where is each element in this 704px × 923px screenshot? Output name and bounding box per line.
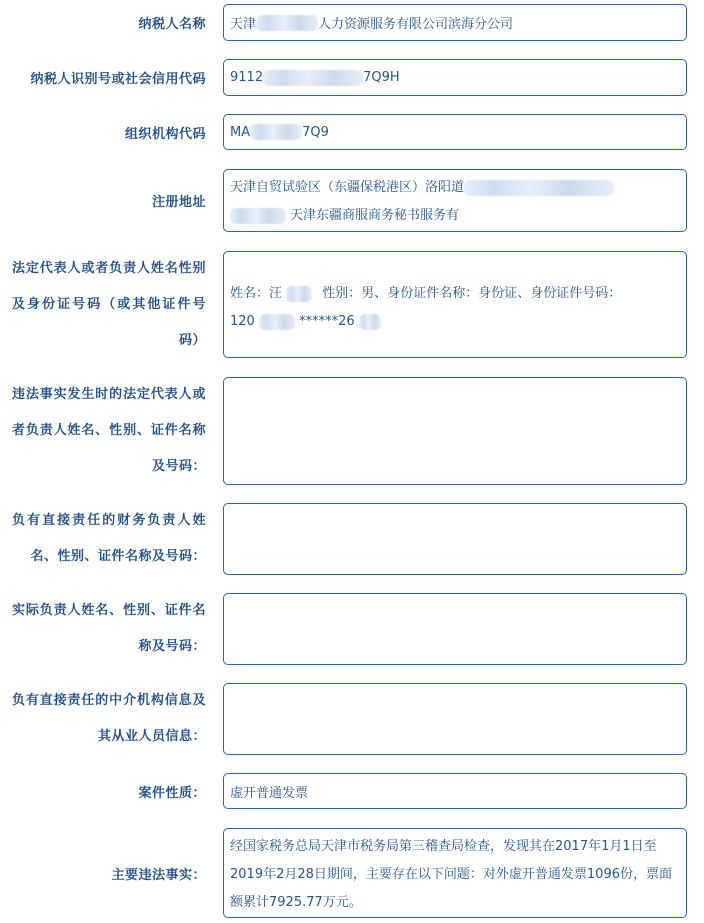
field-tax-id[interactable]: [223, 59, 687, 96]
redaction-blur: [263, 70, 363, 86]
label-finance-head: 负有直接责任的财务负责人姓名、性别、证件名称及号码：: [12, 513, 206, 564]
value-pre: 天津: [230, 17, 257, 32]
row-legal-rep: [0, 251, 704, 358]
address-line-2: [230, 202, 680, 230]
row-rep-at-violation: [0, 377, 704, 485]
row-registered-address: [0, 169, 704, 232]
redaction-blur: [230, 208, 286, 224]
label-registered-address: 注册地址: [151, 195, 206, 210]
field-rep-at-violation[interactable]: [223, 377, 687, 485]
value: 虚开普通发票: [230, 785, 309, 801]
legal-rep-name: 姓名：汪: [230, 286, 283, 301]
value-post: 人力资源服务有限公司滨海分公司: [318, 17, 514, 32]
redaction-blur: [259, 314, 295, 330]
field-finance-head[interactable]: [223, 503, 687, 575]
row-intermediary: [0, 683, 704, 755]
redaction-blur: [256, 15, 318, 31]
label-legal-rep: 法定代表人或者负责人姓名性别及身份证号码（或其他证件号码）: [12, 260, 206, 348]
field-main-violation[interactable]: [223, 828, 687, 918]
redaction-blur: [464, 180, 614, 196]
field-org-code[interactable]: [223, 114, 687, 150]
label-org-code: 组织机构代码: [124, 126, 206, 142]
value-post: 7Q9: [302, 124, 329, 140]
address-line-2-text: 天津东疆商服商务秘书服务有: [290, 208, 460, 223]
field-intermediary[interactable]: [223, 683, 687, 755]
label-tax-id: 纳税人识别号或社会信用代码: [30, 72, 206, 87]
row-taxpayer-name: [0, 4, 704, 41]
field-registered-address[interactable]: [223, 169, 687, 232]
label-intermediary: 负有直接责任的中介机构信息及其从业人员信息：: [12, 693, 206, 744]
redaction-blur: [286, 286, 312, 302]
value: 经国家税务总局天津市税务局第三稽查局检查，发现其在2017年1月1日至2019年2月28日期间，主要存在以下问题：对外虚开普通发票1096份，票面额累计7925.77万元。: [230, 839, 672, 910]
id-post: ******26: [299, 314, 355, 329]
row-case-nature: [0, 773, 704, 809]
label-case-nature: 案件性质：: [138, 785, 206, 801]
label-actual-head: 实际负责人姓名、性别、证件名称及号码：: [12, 603, 206, 654]
row-main-violation: [0, 828, 704, 918]
label-rep-at-violation: 违法事实发生时的法定代表人或者负责人姓名、性别、证件名称及号码：: [12, 387, 206, 474]
row-tax-id: [0, 59, 704, 96]
label-main-violation: 主要违法事实：: [111, 867, 206, 883]
field-actual-head[interactable]: [223, 593, 687, 665]
legal-rep-line-2: [230, 308, 680, 336]
address-line-1-text: 天津自贸试验区（东疆保税港区）洛阳道: [230, 180, 465, 195]
label-taxpayer-name: 纳税人名称: [138, 17, 206, 32]
row-finance-head: [0, 503, 704, 575]
legal-rep-details: 性别：男、身份证件名称：身份证、身份证件号码：: [322, 286, 622, 301]
row-actual-head: [0, 593, 704, 665]
id-pre: 120: [230, 314, 255, 329]
redaction-blur: [359, 314, 381, 330]
row-org-code: [0, 114, 704, 150]
field-taxpayer-name[interactable]: [223, 4, 687, 41]
field-case-nature[interactable]: [223, 773, 687, 809]
field-legal-rep[interactable]: [223, 251, 687, 358]
legal-rep-line-1: [230, 280, 680, 308]
address-line-1: [230, 174, 680, 202]
value-pre: MA: [230, 124, 251, 140]
value-pre: 9112: [230, 70, 264, 85]
value-post: 7Q9H: [363, 70, 400, 85]
redaction-blur: [250, 124, 302, 140]
